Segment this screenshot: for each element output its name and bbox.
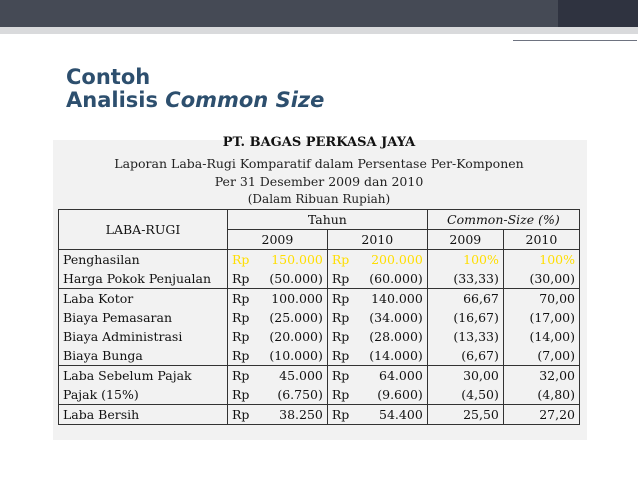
common-size-2009: (4,50): [427, 385, 503, 405]
slide-title-line2-plain: Analisis: [66, 88, 166, 112]
value-2010-cell: [327, 250, 427, 270]
currency-label: Rp: [331, 329, 350, 344]
value-2009: (20.000): [269, 329, 323, 344]
value-2010: (34.000): [369, 310, 423, 325]
value-2010: 54.400: [379, 407, 423, 422]
header-cs-year-2009: 2009: [427, 230, 503, 250]
value-2009-cell: [228, 385, 328, 405]
currency-label: Rp: [331, 368, 350, 383]
table-body: [59, 250, 580, 425]
common-size-2010: (17,00): [503, 308, 579, 327]
header-year-2010: 2010: [327, 230, 427, 250]
value-2009-cell: [228, 308, 328, 327]
currency-label: Rp: [232, 368, 250, 383]
table-row: [59, 308, 580, 327]
value-2009-cell: [228, 250, 328, 270]
common-size-2010: (14,00): [503, 327, 579, 346]
common-size-2009: 25,50: [427, 405, 503, 425]
common-size-2009: (13,33): [427, 327, 503, 346]
currency-label: Rp: [331, 310, 350, 325]
value-2009: 45.000: [279, 368, 323, 383]
table-row: [59, 405, 580, 425]
header-common-size: Common-Size (%): [427, 210, 579, 230]
value-2009: 150.000: [271, 252, 323, 267]
table-row: [59, 250, 580, 270]
table-header-row: [59, 210, 580, 230]
value-2009: 38.250: [279, 407, 323, 422]
currency-label: Rp: [331, 271, 350, 286]
common-size-2009: (16,67): [427, 308, 503, 327]
top-banner-stripe: [0, 27, 638, 34]
common-size-2009: (33,33): [427, 269, 503, 289]
value-2009: 100.000: [271, 291, 323, 306]
common-size-2010: 27,20: [503, 405, 579, 425]
row-label: Laba Kotor: [59, 289, 228, 309]
table-row: [59, 269, 580, 289]
value-2010-cell: [327, 308, 427, 327]
currency-label: Rp: [232, 407, 250, 422]
value-2010: 140.000: [371, 291, 423, 306]
row-label: Harga Pokok Penjualan: [59, 269, 228, 289]
value-2010-cell: [327, 366, 427, 386]
row-label: Biaya Pemasaran: [59, 308, 228, 327]
company-name: PT. BAGAS PERKASA JAYA: [222, 135, 416, 150]
header-laba-rugi: LABA-RUGI: [59, 210, 228, 250]
value-2010-cell: [327, 405, 427, 425]
row-label: Pajak (15%): [59, 385, 228, 405]
report-period: Per 31 Desember 2009 dan 2010: [214, 174, 424, 189]
value-2010-cell: [327, 327, 427, 346]
header-cs-year-2010: 2010: [503, 230, 579, 250]
row-label: Laba Sebelum Pajak: [59, 366, 228, 386]
currency-label: Rp: [331, 387, 350, 402]
currency-label: Rp: [232, 348, 250, 363]
common-size-2010: (30,00): [503, 269, 579, 289]
currency-label: Rp: [331, 407, 350, 422]
currency-label: Rp: [232, 329, 250, 344]
currency-label: Rp: [232, 271, 250, 286]
currency-label: Rp: [232, 387, 250, 402]
value-2010: (14.000): [369, 348, 423, 363]
report-unit: (Dalam Ribuan Rupiah): [247, 192, 391, 206]
value-2010-cell: [327, 269, 427, 289]
value-2010: (28.000): [369, 329, 423, 344]
slide-title-line2: [66, 89, 324, 112]
value-2010: 64.000: [379, 368, 423, 383]
common-size-2010: 32,00: [503, 366, 579, 386]
common-size-2009: (6,67): [427, 346, 503, 366]
table-row: [59, 366, 580, 386]
row-label: Penghasilan: [59, 250, 228, 270]
value-2009-cell: [228, 327, 328, 346]
divider: [513, 40, 637, 41]
row-label: Laba Bersih: [59, 405, 228, 425]
income-statement-table: [58, 209, 580, 425]
value-2009: (50.000): [269, 271, 323, 286]
header-tahun: Tahun: [228, 210, 428, 230]
value-2009-cell: [228, 405, 328, 425]
value-2009-cell: [228, 346, 328, 366]
table-row: [59, 385, 580, 405]
common-size-2010: 70,00: [503, 289, 579, 309]
value-2010-cell: [327, 346, 427, 366]
common-size-2009: 66,67: [427, 289, 503, 309]
table-row: [59, 327, 580, 346]
value-2010: (60.000): [369, 271, 423, 286]
slide-title-line2-italic: Common Size: [165, 88, 325, 112]
value-2009-cell: [228, 366, 328, 386]
currency-label: Rp: [232, 310, 250, 325]
value-2010: 200.000: [371, 252, 423, 267]
header-year-2009: 2009: [228, 230, 328, 250]
slide-title-line1: Contoh: [66, 65, 151, 89]
common-size-2009: 30,00: [427, 366, 503, 386]
value-2009-cell: [228, 289, 328, 309]
top-banner: [0, 0, 638, 27]
table-row: [59, 289, 580, 309]
common-size-2009: 100%: [427, 250, 503, 270]
currency-label: Rp: [331, 291, 350, 306]
value-2009: (6.750): [277, 387, 323, 402]
value-2009: (25.000): [269, 310, 323, 325]
currency-label: Rp: [331, 252, 350, 267]
table-row: [59, 346, 580, 366]
value-2010-cell: [327, 385, 427, 405]
top-banner-accent: [558, 0, 638, 27]
common-size-2010: 100%: [503, 250, 579, 270]
value-2010-cell: [327, 289, 427, 309]
value-2009-cell: [228, 269, 328, 289]
common-size-2010: (7,00): [503, 346, 579, 366]
slide-title: [66, 66, 324, 112]
row-label: Biaya Bunga: [59, 346, 228, 366]
currency-label: Rp: [232, 291, 250, 306]
value-2010: (9.600): [377, 387, 423, 402]
currency-label: Rp: [232, 252, 250, 267]
common-size-2010: (4,80): [503, 385, 579, 405]
report-subtitle: Laporan Laba-Rugi Komparatif dalam Persentase Per-Komponen: [114, 156, 524, 171]
currency-label: Rp: [331, 348, 350, 363]
row-label: Biaya Administrasi: [59, 327, 228, 346]
value-2009: (10.000): [269, 348, 323, 363]
